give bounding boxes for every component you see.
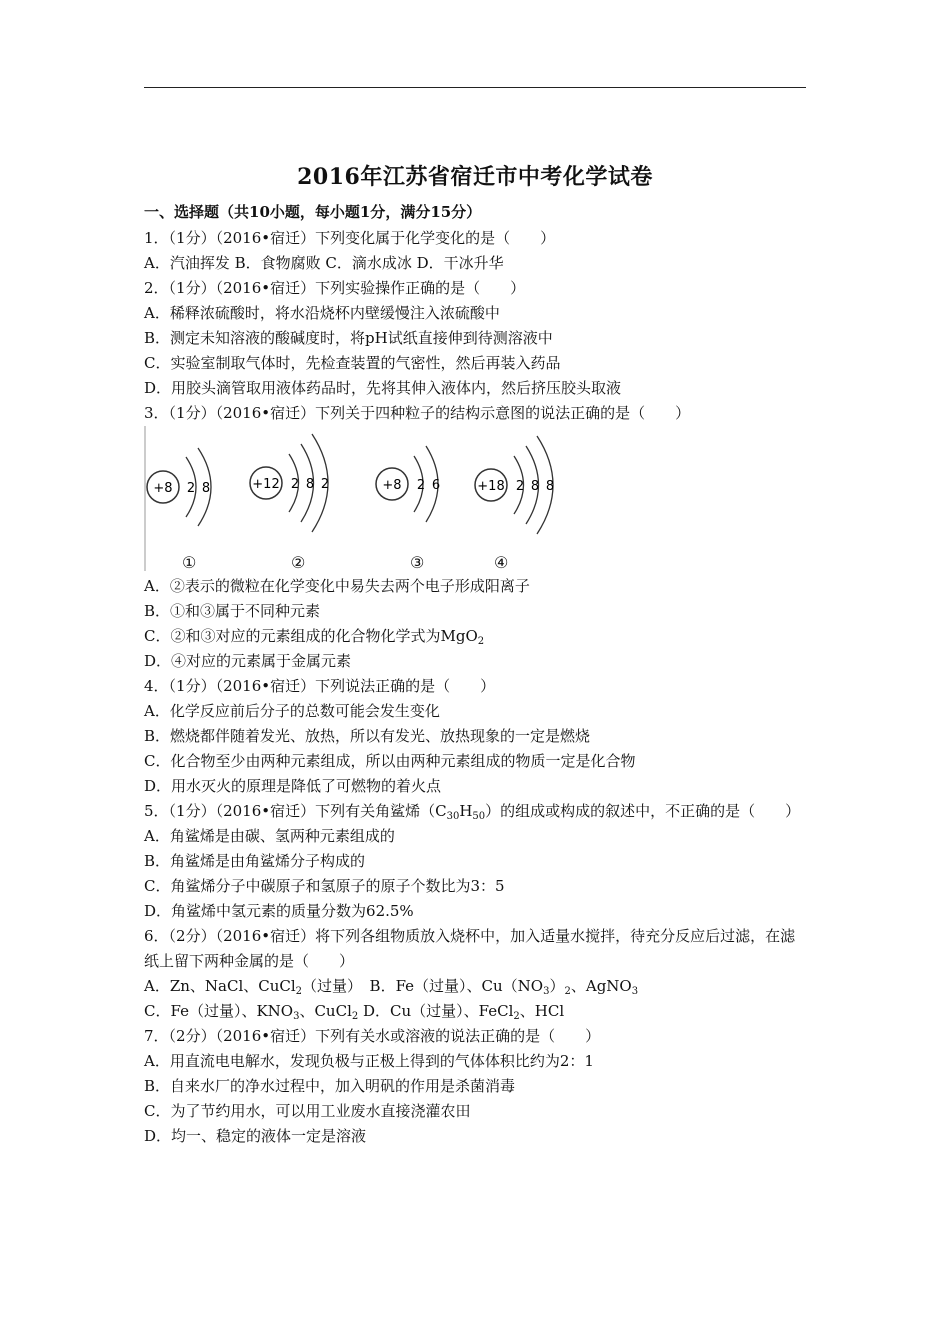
question-4-option-a: A．化学反应前后分子的总数可能会发生变化 (144, 702, 440, 720)
question-1-options: A．汽油挥发 B．食物腐败 C．滴水成冰 D．干冰升华 (144, 254, 504, 272)
atomic-structure-figure (144, 426, 594, 574)
question-7-option-d: D．均一、稳定的液体一定是溶液 (144, 1127, 367, 1145)
q6-subscript: 2 (351, 1011, 359, 1022)
particle-2-shell-3-count: 2 (320, 477, 330, 492)
page-title: 2016年江苏省宿迁市中考化学试卷 (297, 164, 653, 190)
particle-2-shell-2-count: 8 (305, 477, 315, 492)
question-3-option-b: B．①和③属于不同种元素 (144, 602, 321, 620)
particle-1-nucleus-label: +8 (153, 481, 173, 496)
question-3-option-c-subscript: 2 (477, 636, 485, 647)
particle-4-shell-2-count: 8 (530, 479, 540, 494)
question-4-option-c: C．化合物至少由两种元素组成，所以由两种元素组成的物质一定是化合物 (144, 752, 636, 770)
q6-subscript: 3 (631, 986, 639, 997)
question-7-option-c: C．为了节约用水，可以用工业废水直接浇灌农田 (144, 1102, 471, 1120)
q6-text: 、AgNO (570, 977, 632, 995)
particle-1-shell-2-count: 8 (201, 481, 211, 496)
question-7-option-a: A．用直流电电解水，发现负极与正极上得到的气体体积比约为2：1 (144, 1052, 594, 1070)
particle-3-shell-2-count: 6 (431, 478, 441, 493)
q6-subscript: 2 (295, 986, 303, 997)
particle-3-label: ③ (410, 553, 425, 572)
question-5-option-a: A．角鲨烯是由碳、氢两种元素组成的 (144, 827, 395, 845)
question-7-stem: 7．（2分）（2016•宿迁）下列有关水或溶液的说法正确的是（ ） (144, 1027, 601, 1045)
question-5-stem-part: H (459, 802, 473, 820)
particle-3-shell-1-count: 2 (416, 478, 426, 493)
particle-4-nucleus-label: +18 (477, 479, 505, 494)
particle-2-shell-1-count: 2 (290, 477, 300, 492)
question-list (144, 226, 810, 1149)
question-6-options-cd (144, 999, 810, 1024)
particle-1-label: ① (182, 553, 197, 572)
question-7-option-b: B．自来水厂的净水过程中，加入明矾的作用是杀菌消毒 (144, 1077, 516, 1095)
question-2-option-d: D．用胶头滴管取用液体药品时，先将其伸入液体内，然后挤压胶头取液 (144, 379, 622, 397)
particle-3-diagram (376, 446, 440, 522)
particle-3-nucleus-label: +8 (382, 478, 402, 493)
q6-text: ） (549, 977, 565, 995)
particle-2-diagram (250, 434, 329, 532)
q6-text: 、HCl (519, 1002, 565, 1020)
particle-2-label: ② (291, 553, 306, 572)
structure-diagrams (144, 426, 594, 574)
question-5-subscript-h: 50 (472, 811, 486, 822)
particle-4-diagram (475, 436, 554, 534)
particle-2-nucleus-label: +12 (252, 477, 280, 492)
section-heading: 一、选择题（共10小题，每小题1分，满分15分） (144, 203, 482, 221)
q6-text: C．Fe（过量）、KNO (144, 1002, 294, 1020)
question-2-option-a: A．稀释浓硫酸时，将水沿烧杯内壁缓慢注入浓硫酸中 (144, 304, 500, 322)
q6-subscript: 3 (293, 1011, 300, 1022)
question-3-option-d: D．④对应的元素属于金属元素 (144, 652, 352, 670)
question-3-stem: 3．（1分）（2016•宿迁）下列关于四种粒子的结构示意图的说法正确的是（ ） (144, 404, 691, 422)
question-1-stem: 1．（1分）（2016•宿迁）下列变化属于化学变化的是（ ） (144, 229, 556, 247)
question-5-option-b: B．角鲨烯是由角鲨烯分子构成的 (144, 852, 366, 870)
particle-1-shell-1-count: 2 (186, 481, 196, 496)
question-5-subscript-c: 30 (446, 811, 460, 822)
question-5-stem-part: 5．（1分）（2016•宿迁）下列有关角鲨烯（C (144, 802, 447, 820)
question-4-option-d: D．用水灭火的原理是降低了可燃物的着火点 (144, 777, 442, 795)
q6-subscript: 3 (543, 986, 550, 997)
q6-subscript: 2 (564, 986, 571, 997)
question-4-option-b: B．燃烧都伴随着发光、放热，所以有发光、放热现象的一定是燃烧 (144, 727, 591, 745)
q6-subscript: 2 (513, 1011, 520, 1022)
q6-text: A．Zn、NaCl、CuCl (144, 977, 296, 995)
question-5-option-d: D．角鲨烯中氢元素的质量分数为62.5% (144, 902, 414, 920)
question-2-option-c: C．实验室制取气体时，先检查装置的气密性，然后再装入药品 (144, 354, 561, 372)
question-3-option-c (144, 624, 810, 649)
particle-1-diagram (147, 448, 211, 526)
question-5-stem-part: ）的组成或构成的叙述中，不正确的是（ ） (485, 802, 801, 820)
question-5-stem (144, 799, 810, 824)
question-4-stem: 4．（1分）（2016•宿迁）下列说法正确的是（ ） (144, 677, 496, 695)
header-rule (144, 87, 806, 88)
question-6-options-ab (144, 974, 810, 999)
q6-text: （过量） B．Fe（过量）、Cu（NO (302, 977, 544, 995)
particle-4-label: ④ (494, 553, 509, 572)
q6-text: D．Cu（过量）、FeCl (358, 1002, 514, 1020)
question-2-stem: 2．（1分）（2016•宿迁）下列实验操作正确的是（ ） (144, 279, 526, 297)
question-6-stem: 6．（2分）（2016•宿迁）将下列各组物质放入烧杯中，加入适量水搅拌，待充分反应后过滤，在滤纸上留下两种金属的是（ ） (144, 927, 796, 970)
question-2-option-b: B．测定未知溶液的酸碱度时，将pH试纸直接伸到待测溶液中 (144, 329, 553, 347)
question-5-option-c: C．角鲨烯分子中碳原子和氢原子的原子个数比为3：5 (144, 877, 505, 895)
q6-text: 、CuCl (299, 1002, 352, 1020)
particle-4-shell-1-count: 2 (515, 479, 525, 494)
particle-4-shell-3-count: 8 (545, 479, 555, 494)
question-3-option-c-text: C．②和③对应的元素组成的化合物化学式为MgO (144, 627, 478, 645)
question-3-option-a: A．②表示的微粒在化学变化中易失去两个电子形成阳离子 (144, 577, 530, 595)
